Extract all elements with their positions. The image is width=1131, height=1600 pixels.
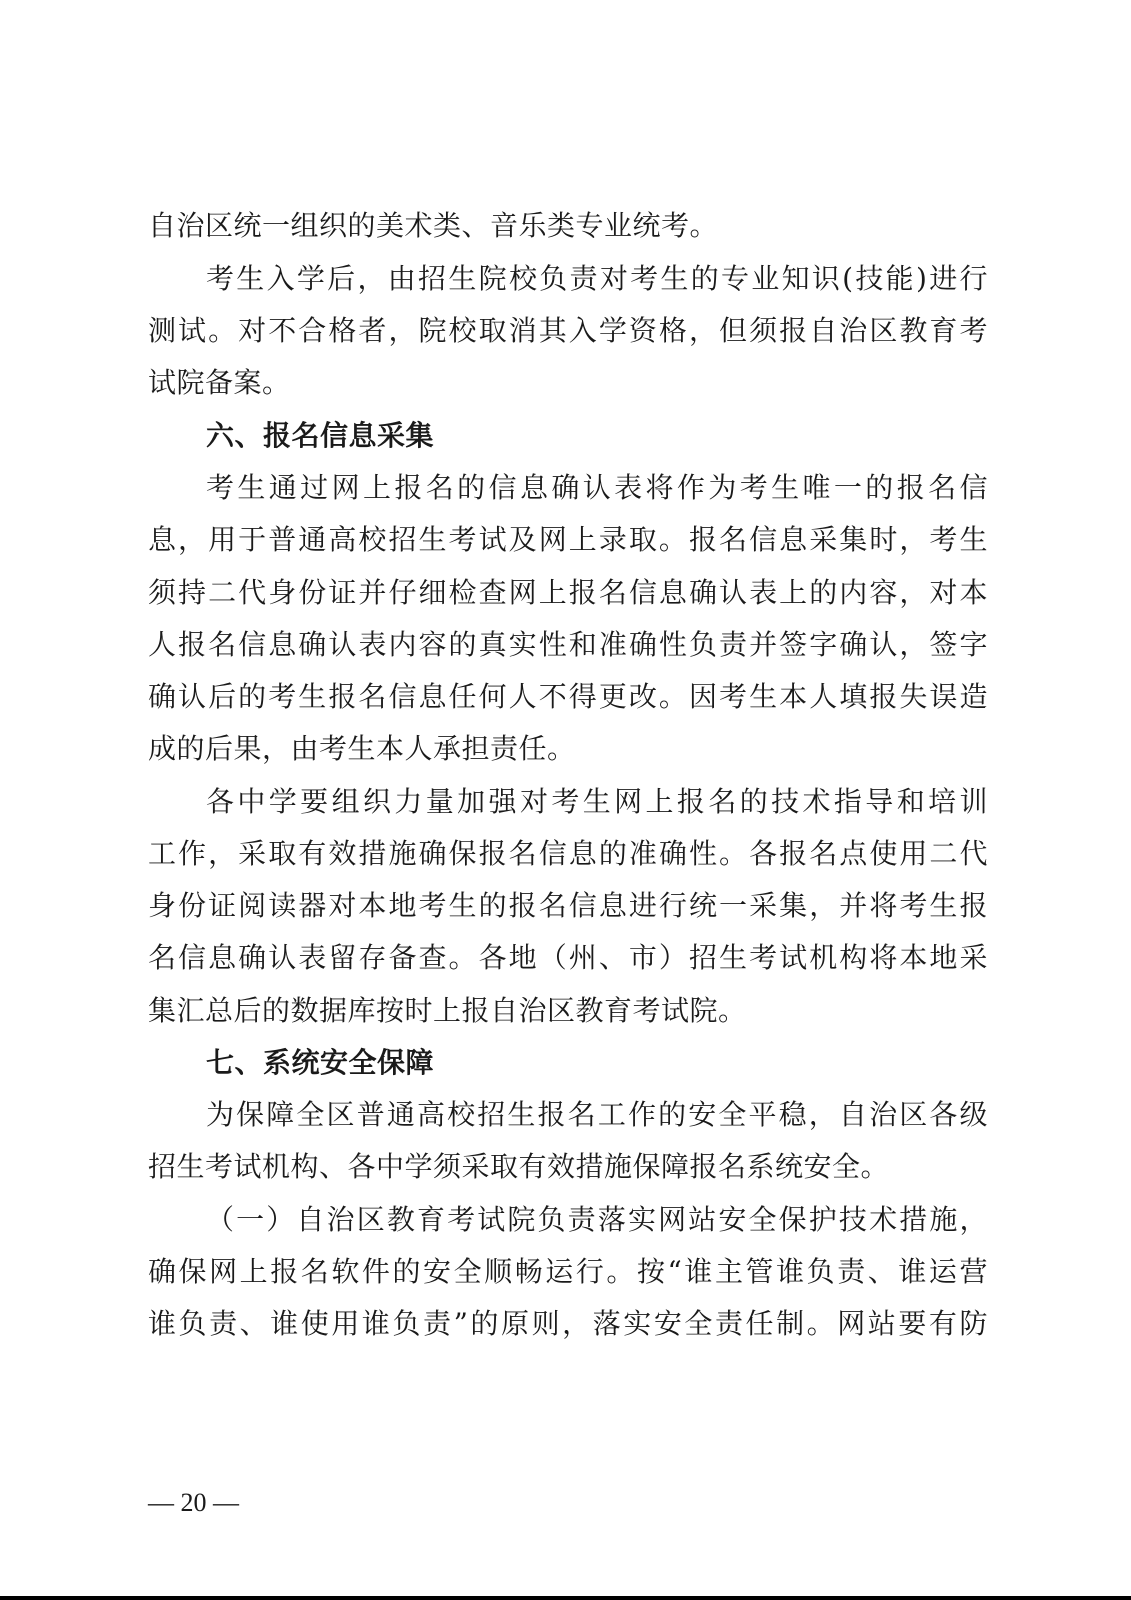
body-text-line: 身份证阅读器对本地考生的报名信息进行统一采集，并将考生报 bbox=[148, 889, 988, 922]
body-text-line: 考生通过网上报名的信息确认表将作为考生唯一的报名信 bbox=[206, 471, 988, 504]
body-text-line: 各中学要组织力量加强对考生网上报名的技术指导和培训 bbox=[206, 785, 988, 818]
body-text-line: 测试。对不合格者，院校取消其入学资格，但须报自治区教育考 bbox=[148, 314, 988, 347]
body-text-line: 确认后的考生报名信息任何人不得更改。因考生本人填报失误造 bbox=[148, 680, 988, 713]
body-text-line: 工作，采取有效措施确保报名信息的准确性。各报名点使用二代 bbox=[148, 837, 988, 870]
body-text-line: 须持二代身份证并仔细检查网上报名信息确认表上的内容，对本 bbox=[148, 576, 988, 609]
body-text-line: 成的后果，由考生本人承担责任。 bbox=[148, 732, 576, 765]
body-text-line: 谁负责、谁使用谁负责”的原则，落实安全责任制。网站要有防 bbox=[148, 1307, 988, 1340]
body-text-line: 试院备案。 bbox=[148, 366, 291, 399]
body-text-line: 息，用于普通高校招生考试及网上录取。报名信息采集时，考生 bbox=[148, 523, 988, 556]
body-text-line: 集汇总后的数据库按时上报自治区教育考试院。 bbox=[148, 994, 747, 1027]
page-number: — 20 — bbox=[148, 1488, 239, 1517]
body-text-line: （一）自治区教育考试院负责落实网站安全保护技术措施， bbox=[206, 1203, 988, 1236]
body-text-line: 考生入学后，由招生院校负责对考生的专业知识(技能)进行 bbox=[206, 262, 988, 295]
section-heading: 六、报名信息采集 bbox=[206, 419, 435, 452]
body-text-line: 名信息确认表留存备查。各地（州、市）招生考试机构将本地采 bbox=[148, 941, 988, 974]
body-text-line: 招生考试机构、各中学须采取有效措施保障报名系统安全。 bbox=[148, 1150, 890, 1183]
body-text-line: 人报名信息确认表内容的真实性和准确性负责并签字确认，签字 bbox=[148, 628, 988, 661]
bottom-border bbox=[0, 1596, 1131, 1600]
body-text-line: 自治区统一组织的美术类、音乐类专业统考。 bbox=[148, 209, 719, 242]
body-text-line: 为保障全区普通高校招生报名工作的安全平稳，自治区各级 bbox=[206, 1098, 988, 1131]
section-heading: 七、系统安全保障 bbox=[206, 1046, 435, 1079]
body-text-line: 确保网上报名软件的安全顺畅运行。按“谁主管谁负责、谁运营 bbox=[148, 1255, 988, 1288]
